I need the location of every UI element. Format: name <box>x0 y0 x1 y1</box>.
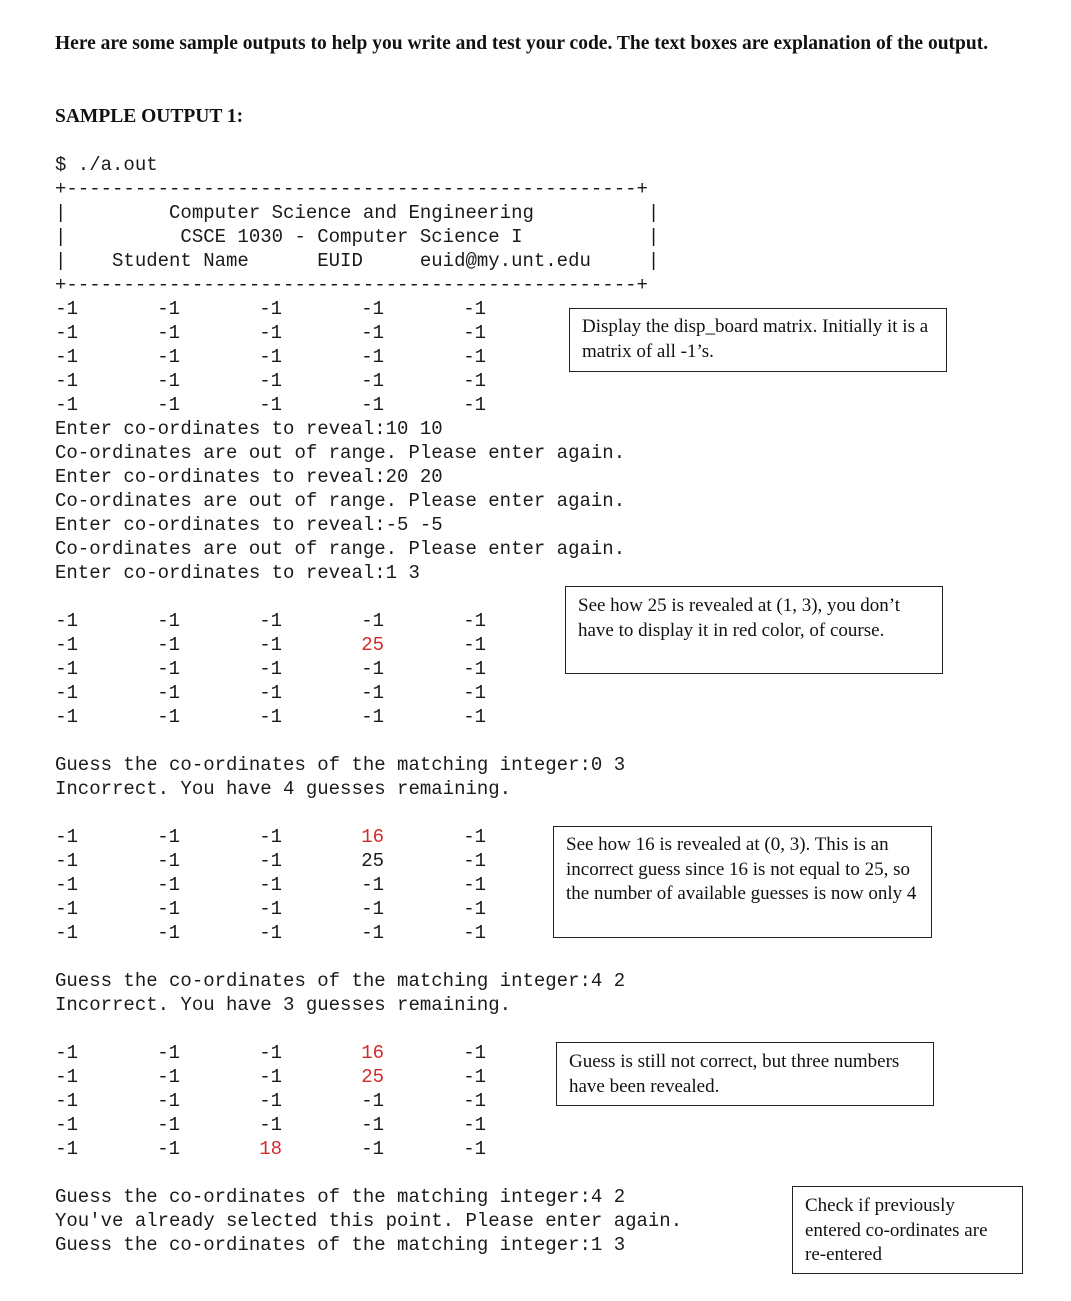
board-cell: -1 <box>463 1066 486 1088</box>
section-title: SAMPLE OUTPUT 1: <box>55 106 244 127</box>
banner-line-1: | Computer Science and Engineering | <box>55 202 660 224</box>
board-cell: -1 <box>55 826 78 848</box>
board-cell: -1 <box>361 1090 384 1112</box>
board-cell: -1 <box>463 1090 486 1112</box>
board-cell: -1 <box>463 658 486 680</box>
board-cell: -1 <box>55 346 78 368</box>
board-cell: -1 <box>259 1090 282 1112</box>
board-cell: -1 <box>463 1114 486 1136</box>
board-cell: -1 <box>361 658 384 680</box>
board-cell: 25 <box>361 634 384 656</box>
board-cell: -1 <box>55 610 78 632</box>
board-cell: -1 <box>259 346 282 368</box>
board-cell: -1 <box>361 322 384 344</box>
note-reveal-16: See how 16 is revealed at (0, 3). This is an incorrect guess since 16 is not equal to 25, so the number of available guesses is now only 4 <box>553 826 932 938</box>
board-cell: -1 <box>361 706 384 728</box>
board-cell: -1 <box>55 658 78 680</box>
board-cell: 25 <box>361 1066 384 1088</box>
board-cell: -1 <box>463 682 486 704</box>
board-cell: -1 <box>55 394 78 416</box>
out-of-range-2: Co-ordinates are out of range. Please enter again. <box>55 490 626 512</box>
board-cell: -1 <box>259 898 282 920</box>
shell-prompt: $ ./a.out <box>55 154 158 176</box>
board-cell: -1 <box>463 706 486 728</box>
board-cell: -1 <box>259 1114 282 1136</box>
board-cell: -1 <box>463 826 486 848</box>
enter-prompt-4: Enter co-ordinates to reveal:1 3 <box>55 562 420 584</box>
board-cell: -1 <box>157 322 180 344</box>
board-cell: -1 <box>361 898 384 920</box>
board-cell: -1 <box>463 850 486 872</box>
board-cell: -1 <box>157 1114 180 1136</box>
board-cell: -1 <box>157 370 180 392</box>
guess-prompt-4: Guess the co-ordinates of the matching integer:1 3 <box>55 1234 626 1256</box>
board-cell: -1 <box>361 682 384 704</box>
incorrect-message-2: Incorrect. You have 3 guesses remaining. <box>55 994 512 1016</box>
board-cell: -1 <box>157 610 180 632</box>
intro-text: Here are some sample outputs to help you write and test your code. The text boxes are explanation of the output. <box>55 33 989 54</box>
board-cell: 16 <box>361 826 384 848</box>
board-cell: -1 <box>361 370 384 392</box>
board-cell: -1 <box>259 826 282 848</box>
board-cell: -1 <box>259 610 282 632</box>
board-cell: -1 <box>259 322 282 344</box>
board-cell: -1 <box>463 898 486 920</box>
banner-line-3: | Student Name EUID euid@my.unt.edu | <box>55 250 660 272</box>
board-cell: -1 <box>55 850 78 872</box>
board-cell: -1 <box>259 658 282 680</box>
board-cell: -1 <box>157 394 180 416</box>
board-cell: -1 <box>157 1042 180 1064</box>
guess-prompt-3: Guess the co-ordinates of the matching integer:4 2 <box>55 1186 626 1208</box>
out-of-range-3: Co-ordinates are out of range. Please enter again. <box>55 538 626 560</box>
board-cell: 16 <box>361 1042 384 1064</box>
board-cell: -1 <box>463 1042 486 1064</box>
board-cell: -1 <box>55 874 78 896</box>
board-cell: -1 <box>361 922 384 944</box>
board-cell: -1 <box>55 1090 78 1112</box>
board-cell: -1 <box>259 874 282 896</box>
board-cell: -1 <box>55 322 78 344</box>
board-cell: -1 <box>361 1114 384 1136</box>
board-cell: -1 <box>55 1066 78 1088</box>
board-cell: -1 <box>463 370 486 392</box>
guess-prompt-2: Guess the co-ordinates of the matching integer:4 2 <box>55 970 626 992</box>
board-cell: -1 <box>55 634 78 656</box>
board-cell: -1 <box>259 706 282 728</box>
guess-prompt-1: Guess the co-ordinates of the matching integer:0 3 <box>55 754 626 776</box>
board-cell: -1 <box>157 706 180 728</box>
banner-border-bottom: +--------------------------------------------------+ <box>55 274 648 296</box>
board-cell: 18 <box>259 1138 282 1160</box>
board-cell: -1 <box>55 370 78 392</box>
board-cell: -1 <box>463 298 486 320</box>
note-initial-board: Display the disp_board matrix. Initially it is a matrix of all -1’s. <box>569 308 947 372</box>
board-cell: -1 <box>157 826 180 848</box>
board-cell: 25 <box>361 850 384 872</box>
board-cell: -1 <box>361 346 384 368</box>
board-cell: -1 <box>55 1042 78 1064</box>
board-cell: -1 <box>361 610 384 632</box>
board-cell: -1 <box>463 346 486 368</box>
banner-line-2: | CSCE 1030 - Computer Science I | <box>55 226 660 248</box>
board-cell: -1 <box>55 922 78 944</box>
board-cell: -1 <box>361 1138 384 1160</box>
board-cell: -1 <box>157 850 180 872</box>
board-cell: -1 <box>259 370 282 392</box>
board-cell: -1 <box>55 682 78 704</box>
board-cell: -1 <box>157 922 180 944</box>
banner-border-top: +--------------------------------------------------+ <box>55 178 648 200</box>
out-of-range-1: Co-ordinates are out of range. Please enter again. <box>55 442 626 464</box>
board-cell: -1 <box>259 1066 282 1088</box>
enter-prompt-1: Enter co-ordinates to reveal:10 10 <box>55 418 443 440</box>
board-cell: -1 <box>259 850 282 872</box>
board-cell: -1 <box>157 682 180 704</box>
board-cell: -1 <box>361 394 384 416</box>
board-cell: -1 <box>157 634 180 656</box>
note-reentered-check: Check if previously entered co-ordinates are re-entered <box>792 1186 1023 1274</box>
board-cell: -1 <box>55 298 78 320</box>
note-three-revealed: Guess is still not correct, but three numbers have been revealed. <box>556 1042 934 1106</box>
incorrect-message-1: Incorrect. You have 4 guesses remaining. <box>55 778 512 800</box>
board-cell: -1 <box>259 298 282 320</box>
board-cell: -1 <box>55 706 78 728</box>
board-cell: -1 <box>259 394 282 416</box>
board-cell: -1 <box>157 346 180 368</box>
board-cell: -1 <box>463 874 486 896</box>
board-cell: -1 <box>463 322 486 344</box>
board-cell: -1 <box>259 1042 282 1064</box>
board-cell: -1 <box>259 922 282 944</box>
board-cell: -1 <box>361 874 384 896</box>
board-cell: -1 <box>157 298 180 320</box>
board-cell: -1 <box>157 1066 180 1088</box>
board-cell: -1 <box>55 898 78 920</box>
board-cell: -1 <box>55 1114 78 1136</box>
board-cell: -1 <box>463 394 486 416</box>
board-cell: -1 <box>463 610 486 632</box>
board-cell: -1 <box>157 1090 180 1112</box>
board-cell: -1 <box>259 634 282 656</box>
board-cell: -1 <box>361 298 384 320</box>
board-cell: -1 <box>157 1138 180 1160</box>
board-cell: -1 <box>55 1138 78 1160</box>
board-cell: -1 <box>157 658 180 680</box>
board-cell: -1 <box>463 922 486 944</box>
board-cell: -1 <box>157 874 180 896</box>
enter-prompt-3: Enter co-ordinates to reveal:-5 -5 <box>55 514 443 536</box>
board-cell: -1 <box>157 898 180 920</box>
note-reveal-25: See how 25 is revealed at (1, 3), you don’t have to display it in red color, of course. <box>565 586 943 674</box>
board-cell: -1 <box>463 634 486 656</box>
enter-prompt-2: Enter co-ordinates to reveal:20 20 <box>55 466 443 488</box>
already-selected-message: You've already selected this point. Please enter again. <box>55 1210 683 1232</box>
board-cell: -1 <box>463 1138 486 1160</box>
board-cell: -1 <box>259 682 282 704</box>
